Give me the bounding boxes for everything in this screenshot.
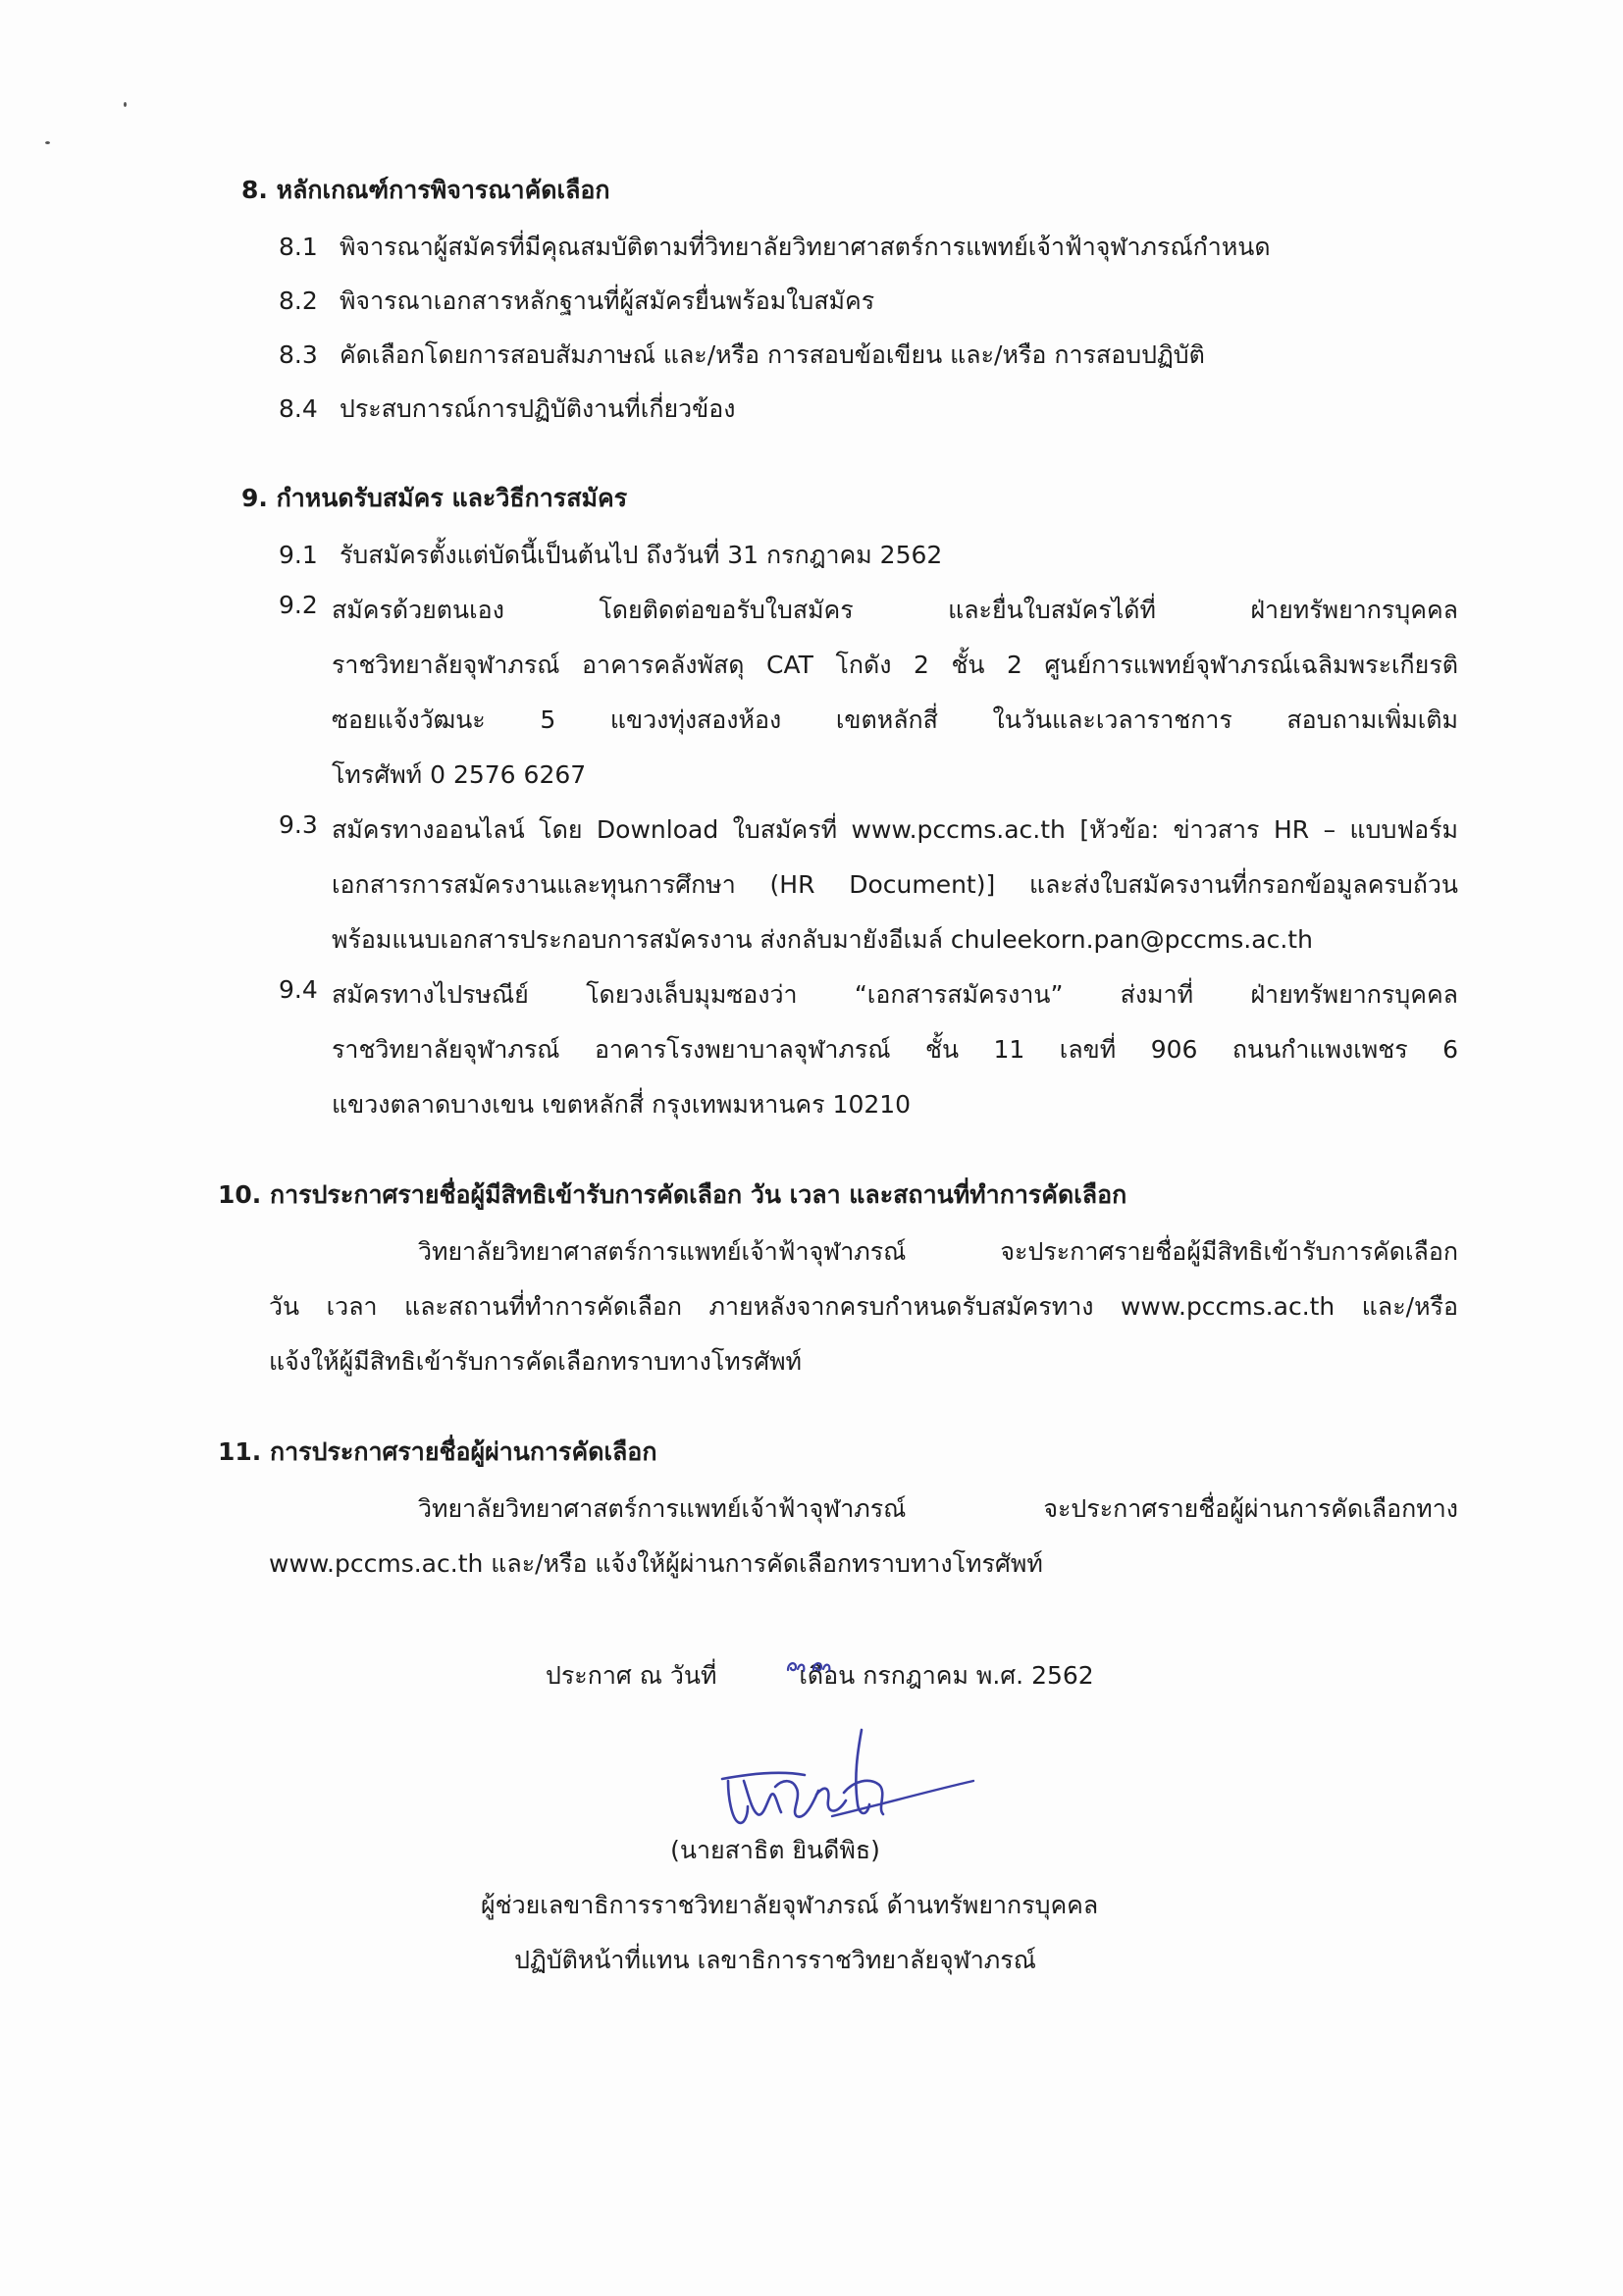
item-9-4-number: 9.4 bbox=[279, 975, 318, 1004]
item-number: 8.3 bbox=[279, 340, 318, 369]
item-9-3-line: เอกสารการสมัครงานและทุนการศึกษา (HR Document)] และส่งใบสมัครงานที่กรอกข้อมูลครบถ้วน bbox=[332, 870, 1458, 899]
date-suffix: เดือน กรกฎาคม พ.ศ. 2562 bbox=[799, 1661, 1094, 1690]
date-prefix: ประกาศ ณ วันที่ bbox=[546, 1661, 717, 1690]
signature-image bbox=[714, 1722, 979, 1830]
scan-speck bbox=[45, 141, 50, 144]
item-9-3-line: สมัครทางออนไลน์ โดย Download ใบสมัครที่ www.pccms.ac.th [หัวข้อ: ข่าวสาร HR – แบบฟอร์ม bbox=[332, 815, 1458, 844]
section-11-line: www.pccms.ac.th และ/หรือ แจ้งให้ผู้ผ่านการคัดเลือกทราบทางโทรศัพท์ bbox=[269, 1549, 1043, 1578]
item-9-2-line: โทรศัพท์ 0 2576 6267 bbox=[332, 760, 587, 789]
section-8-heading: 8. หลักเกณฑ์การพิจารณาคัดเลือก bbox=[241, 176, 610, 204]
section-10-line: แจ้งให้ผู้มีสิทธิเข้ารับการคัดเลือกทราบทางโทรศัพท์ bbox=[269, 1347, 803, 1376]
item-9-3-line: พร้อมแนบเอกสารประกอบการสมัครงาน ส่งกลับมายังอีเมล์ chuleekorn.pan@pccms.ac.th bbox=[332, 925, 1313, 954]
section-11-heading: 11. การประกาศรายชื่อผู้ผ่านการคัดเลือก bbox=[218, 1437, 657, 1466]
item-text: รับสมัครตั้งแต่บัดนี้เป็นต้นไป ถึงวันที่ 31 กรกฎาคม 2562 bbox=[339, 541, 943, 569]
signer-acting-position: ปฏิบัติหน้าที่แทน เลขาธิการราชวิทยาลัยจุฬาภรณ์ bbox=[514, 1946, 1036, 1974]
item-9-2-line: ราชวิทยาลัยจุฬาภรณ์ อาคารคลังพัสดุ CAT โกดัง 2 ชั้น 2 ศูนย์การแพทย์จุฬาภรณ์เฉลิมพระเกียรติ bbox=[332, 651, 1458, 679]
item-9-4-line: สมัครทางไปรษณีย์ โดยวงเล็บมุมซองว่า “เอกสารสมัครงาน” ส่งมาที่ ฝ่ายทรัพยากรบุคคล bbox=[332, 980, 1458, 1009]
item-9-1 bbox=[279, 536, 942, 575]
item-number: 8.2 bbox=[279, 287, 318, 315]
item-9-4-line: แขวงตลาดบางเขน เขตหลักสี่ กรุงเทพมหานคร 10210 bbox=[332, 1090, 912, 1119]
item-8-4 bbox=[279, 390, 735, 429]
item-text: พิจารณาผู้สมัครที่มีคุณสมบัติตามที่วิทยาลัยวิทยาศาสตร์การแพทย์เจ้าฟ้าจุฬาภรณ์กำหนด bbox=[339, 233, 1271, 261]
signer-position: ผู้ช่วยเลขาธิการราชวิทยาลัยจุฬาภรณ์ ด้านทรัพยากรบุคคล bbox=[481, 1891, 1099, 1919]
item-text: คัดเลือกโดยการสอบสัมภาษณ์ และ/หรือ การสอบข้อเขียน และ/หรือ การสอบปฏิบัติ bbox=[339, 340, 1205, 369]
item-number: 8.4 bbox=[279, 394, 318, 423]
section-10-line: วิทยาลัยวิทยาศาสตร์การแพทย์เจ้าฟ้าจุฬาภรณ์ จะประกาศรายชื่อผู้มีสิทธิเข้ารับการคัดเลือก bbox=[418, 1237, 1458, 1266]
item-8-2 bbox=[279, 282, 874, 321]
item-number: 9.1 bbox=[279, 541, 318, 569]
item-8-1 bbox=[279, 228, 1271, 267]
item-9-2-line: ซอยแจ้งวัฒนะ 5 แขวงทุ่งสองห้อง เขตหลักสี่ ในวันและเวลาราชการ สอบถามเพิ่มเติม bbox=[332, 705, 1458, 734]
section-10-heading: 10. การประกาศรายชื่อผู้มีสิทธิเข้ารับการคัดเลือก วัน เวลา และสถานที่ทำการคัดเลือก bbox=[218, 1180, 1127, 1209]
item-9-3-number: 9.3 bbox=[279, 810, 318, 839]
item-8-3 bbox=[279, 336, 1205, 375]
item-text: พิจารณาเอกสารหลักฐานที่ผู้สมัครยื่นพร้อมใบสมัคร bbox=[339, 287, 875, 315]
section-9-heading: 9. กำหนดรับสมัคร และวิธีการสมัคร bbox=[241, 484, 628, 512]
section-11-line: วิทยาลัยวิทยาศาสตร์การแพทย์เจ้าฟ้าจุฬาภรณ์ จะประกาศรายชื่อผู้ผ่านการคัดเลือกทาง bbox=[418, 1494, 1458, 1523]
handwritten-day bbox=[784, 1656, 843, 1676]
section-10-line: วัน เวลา และสถานที่ทำการคัดเลือก ภายหลังจากครบกำหนดรับสมัครทาง www.pccms.ac.th และ/หรือ bbox=[269, 1292, 1458, 1321]
item-9-4-line: ราชวิทยาลัยจุฬาภรณ์ อาคารโรงพยาบาลจุฬาภรณ์ ชั้น 11 เลขที่ 906 ถนนกำแพงเพชร 6 bbox=[332, 1035, 1458, 1064]
item-number: 8.1 bbox=[279, 233, 318, 261]
signer-name: (นายสาธิต ยินดีพิธ) bbox=[670, 1836, 880, 1864]
item-text: ประสบการณ์การปฏิบัติงานที่เกี่ยวข้อง bbox=[339, 394, 736, 423]
item-9-2-line: สมัครด้วยตนเอง โดยติดต่อขอรับใบสมัคร และยื่นใบสมัครได้ที่ ฝ่ายทรัพยากรบุคคล bbox=[332, 596, 1458, 624]
item-9-2-number: 9.2 bbox=[279, 591, 318, 619]
scan-speck bbox=[124, 102, 127, 107]
